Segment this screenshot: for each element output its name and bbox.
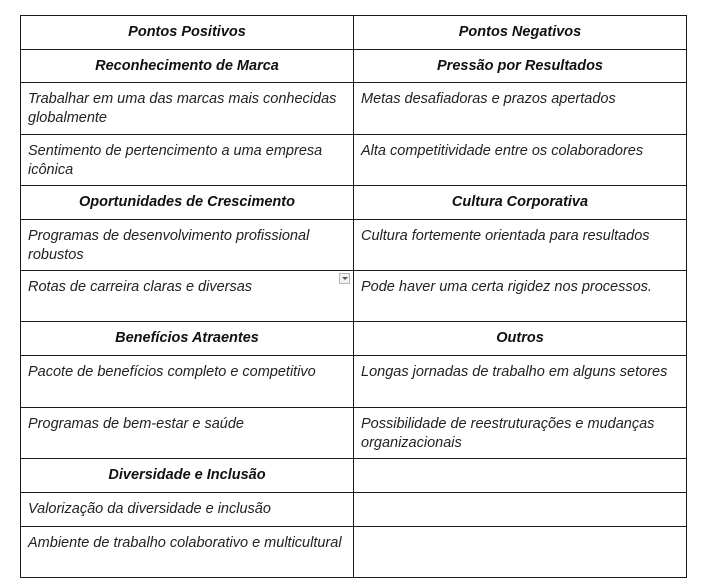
table-row	[21, 356, 687, 408]
table-row	[21, 408, 687, 459]
positive-cell: Trabalhar em uma das marcas mais conhecidas globalmente	[21, 83, 354, 135]
negative-cell: Longas jornadas de trabalho em alguns setores	[354, 356, 687, 408]
positive-cell-with-dropdown	[21, 271, 354, 322]
dropdown-arrow-icon[interactable]	[339, 273, 350, 284]
section-title-row	[21, 459, 687, 493]
negative-cell-empty	[354, 527, 687, 578]
table-row	[21, 220, 687, 271]
section-title-row	[21, 186, 687, 220]
positive-cell: Programas de bem-estar e saúde	[21, 408, 354, 459]
positive-cell: Programas de desenvolvimento profissional robustos	[21, 220, 354, 271]
positive-cell: Valorização da diversidade e inclusão	[21, 493, 354, 527]
section-title-row	[21, 322, 687, 356]
table-row	[21, 83, 687, 135]
table-row	[21, 271, 687, 322]
table-row	[21, 135, 687, 186]
table-row	[21, 527, 687, 578]
negative-cell-empty	[354, 493, 687, 527]
negative-cell: Alta competitividade entre os colaboradores	[354, 135, 687, 186]
section-title-right: Cultura Corporativa	[354, 186, 687, 220]
positive-cell: Sentimento de pertencimento a uma empresa icônica	[21, 135, 354, 186]
pros-cons-table	[20, 15, 687, 578]
header-pontos-negativos: Pontos Negativos	[354, 16, 687, 50]
negative-cell: Possibilidade de reestruturações e mudanças organizacionais	[354, 408, 687, 459]
section-title-left: Benefícios Atraentes	[21, 322, 354, 356]
section-title-right: Outros	[354, 322, 687, 356]
table-header-row	[21, 16, 687, 50]
positive-cell-text: Rotas de carreira claras e diversas	[28, 279, 253, 295]
section-title-right-empty	[354, 459, 687, 493]
negative-cell: Pode haver uma certa rigidez nos processos.	[354, 271, 687, 322]
negative-cell: Metas desafiadoras e prazos apertados	[354, 83, 687, 135]
section-title-right: Pressão por Resultados	[354, 50, 687, 83]
positive-cell: Ambiente de trabalho colaborativo e multicultural	[21, 527, 354, 578]
header-pontos-positivos: Pontos Positivos	[21, 16, 354, 50]
negative-cell: Cultura fortemente orientada para resultados	[354, 220, 687, 271]
section-title-left: Diversidade e Inclusão	[21, 459, 354, 493]
positive-cell: Pacote de benefícios completo e competitivo	[21, 356, 354, 408]
section-title-left: Oportunidades de Crescimento	[21, 186, 354, 220]
section-title-left: Reconhecimento de Marca	[21, 50, 354, 83]
section-title-row	[21, 50, 687, 83]
table-row	[21, 493, 687, 527]
